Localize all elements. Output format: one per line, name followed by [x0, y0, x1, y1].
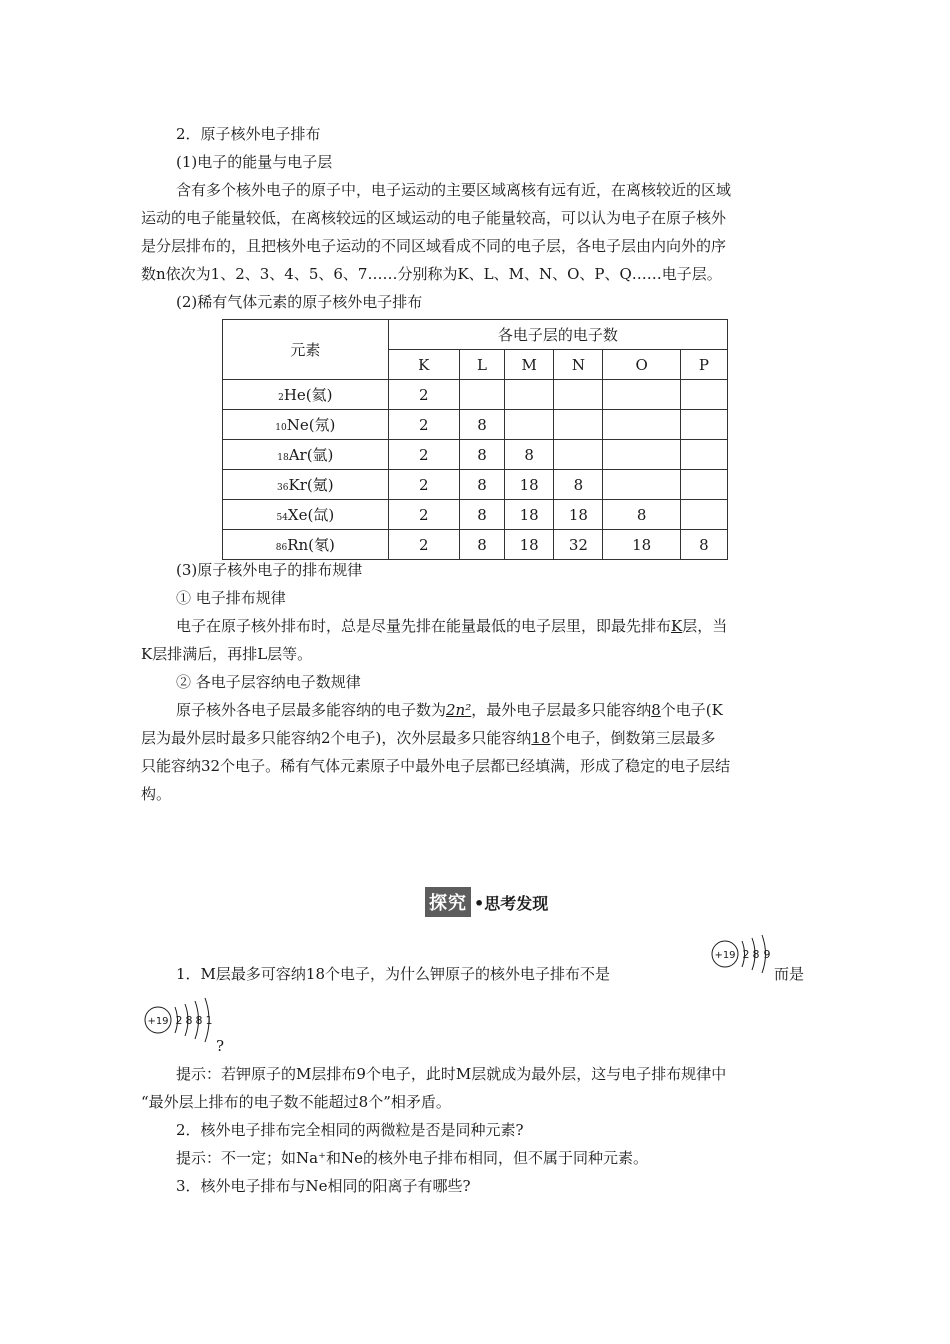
element-cell: 2He(氦) — [223, 380, 389, 410]
shell-count: 8 — [185, 1014, 193, 1027]
question-1: 1．M层最多可容纳18个电子，为什么钾原子的核外电子排布不是 — [176, 965, 610, 983]
shell-header: O — [603, 350, 680, 380]
banner-label: 探究 — [425, 887, 471, 917]
table-header-shells: 各电子层的电子数 — [388, 320, 727, 350]
hint-1: 提示：若钾原子的M层排布9个电子，此时M层就成为最外层，这与电子排布规律中 — [176, 1065, 727, 1083]
value-cell — [505, 410, 554, 440]
element-cell: 36Kr(氪) — [223, 470, 389, 500]
rule1-title: ① 电子排布规律 — [176, 589, 286, 607]
value-cell: 18 — [554, 500, 603, 530]
paragraph-line: 是分层排布的，且把核外电子运动的不同区域看成不同的电子层，各电子层由内向外的序 — [141, 237, 727, 255]
value-cell — [680, 380, 727, 410]
table-row — [223, 380, 728, 410]
section-heading: 2．原子核外电子排布 — [176, 125, 321, 143]
shell-header: K — [388, 350, 459, 380]
value-cell — [680, 410, 727, 440]
hint-2: 提示：不一定；如Na⁺和Ne的核外电子排布相同，但不属于同种元素。 — [176, 1149, 648, 1167]
shell-count: 8 — [752, 948, 760, 961]
paragraph-line: 只能容纳32个电子。稀有气体元素原子中最外电子层都已经填满，形成了稳定的电子层结 — [141, 757, 731, 775]
value-cell: 8 — [680, 530, 727, 560]
value-cell: 2 — [388, 530, 459, 560]
nucleus-label: +19 — [147, 1016, 169, 1027]
table-row — [223, 470, 728, 500]
value-cell: 8 — [554, 470, 603, 500]
shell-header: P — [680, 350, 727, 380]
atom-diagram-wrong — [708, 930, 778, 980]
element-cell: 10Ne(氖) — [223, 410, 389, 440]
underlined-answer: 2n² — [446, 701, 472, 719]
question-1-continuation: 而是 — [774, 965, 805, 983]
paragraph-line: 运动的电子能量较低，在离核较远的区域运动的电子能量较高，可以认为电子在原子核外 — [141, 209, 727, 227]
value-cell: 8 — [459, 500, 504, 530]
value-cell: 18 — [505, 500, 554, 530]
question-mark: ? — [216, 1037, 225, 1055]
underlined-answer: K — [671, 617, 683, 635]
paragraph-line: 原子核外各电子层最多能容纳的电子数为2n²，最外电子层最多只能容纳8个电子(K — [176, 701, 723, 719]
paragraph-line: 构。 — [141, 785, 172, 803]
table-row — [223, 530, 728, 560]
value-cell — [554, 440, 603, 470]
rule2-title: ② 各电子层容纳电子数规律 — [176, 673, 361, 691]
value-cell: 18 — [505, 470, 554, 500]
table-row — [223, 500, 728, 530]
table-row — [223, 410, 728, 440]
underlined-answer: 8 — [651, 701, 661, 719]
value-cell — [603, 410, 680, 440]
paragraph-line: 电子在原子核外排布时，总是尽量先排在能量最低的电子层里，即最先排布K层，当 — [176, 617, 728, 635]
value-cell — [459, 380, 504, 410]
value-cell — [554, 410, 603, 440]
hint-1-cont: “最外层上排布的电子数不能超过8个”相矛盾。 — [141, 1093, 451, 1111]
value-cell — [603, 440, 680, 470]
paragraph-line: K层排满后，再排L层等。 — [141, 645, 313, 663]
noble-gas-electron-table — [222, 319, 728, 560]
value-cell — [680, 440, 727, 470]
nucleus-label: +19 — [714, 950, 736, 961]
banner-title: •思考发现 — [474, 893, 549, 913]
subheading-energy-shells: (1)电子的能量与电子层 — [176, 153, 333, 171]
shell-count: 8 — [195, 1014, 203, 1027]
table-row — [223, 440, 728, 470]
element-cell: 86Rn(氡) — [223, 530, 389, 560]
atom-diagram-correct — [141, 996, 221, 1046]
table-header-element: 元素 — [223, 320, 389, 380]
shell-header: M — [505, 350, 554, 380]
paragraph-line: 数n依次为1、2、3、4、5、6、7……分别称为K、L、M、N、O、P、Q……电子层。 — [141, 265, 722, 283]
value-cell: 8 — [459, 470, 504, 500]
shell-count: 9 — [763, 948, 771, 961]
element-cell: 18Ar(氩) — [223, 440, 389, 470]
value-cell: 32 — [554, 530, 603, 560]
value-cell — [680, 470, 727, 500]
value-cell — [680, 500, 727, 530]
value-cell: 2 — [388, 470, 459, 500]
shell-count: 2 — [175, 1014, 183, 1027]
shell-header: L — [459, 350, 504, 380]
value-cell: 2 — [388, 380, 459, 410]
element-cell: 54Xe(氙) — [223, 500, 389, 530]
question-3: 3．核外电子排布与Ne相同的阳离子有哪些? — [176, 1177, 471, 1195]
underlined-answer: 18 — [531, 729, 551, 747]
shell-header: N — [554, 350, 603, 380]
value-cell: 18 — [603, 530, 680, 560]
explore-banner — [425, 888, 548, 916]
value-cell: 2 — [388, 440, 459, 470]
shell-count: 2 — [742, 948, 750, 961]
value-cell — [554, 380, 603, 410]
value-cell — [505, 380, 554, 410]
paragraph-line: 层为最外层时最多只能容纳2个电子)，次外层最多只能容纳18个电子，倒数第三层最多 — [141, 729, 716, 747]
value-cell — [603, 470, 680, 500]
value-cell — [603, 380, 680, 410]
value-cell: 8 — [459, 410, 504, 440]
value-cell: 18 — [505, 530, 554, 560]
paragraph-line: 含有多个核外电子的原子中，电子运动的主要区域离核有远有近，在离核较近的区域 — [176, 181, 732, 199]
question-2: 2．核外电子排布完全相同的两微粒是否是同种元素? — [176, 1121, 524, 1139]
value-cell: 8 — [603, 500, 680, 530]
subheading-noble-gas: (2)稀有气体元素的原子核外电子排布 — [176, 293, 423, 311]
value-cell: 8 — [505, 440, 554, 470]
value-cell: 2 — [388, 500, 459, 530]
value-cell: 8 — [459, 530, 504, 560]
value-cell: 2 — [388, 410, 459, 440]
value-cell: 8 — [459, 440, 504, 470]
shell-count: 1 — [205, 1014, 213, 1027]
subheading-rules: (3)原子核外电子的排布规律 — [176, 561, 363, 579]
